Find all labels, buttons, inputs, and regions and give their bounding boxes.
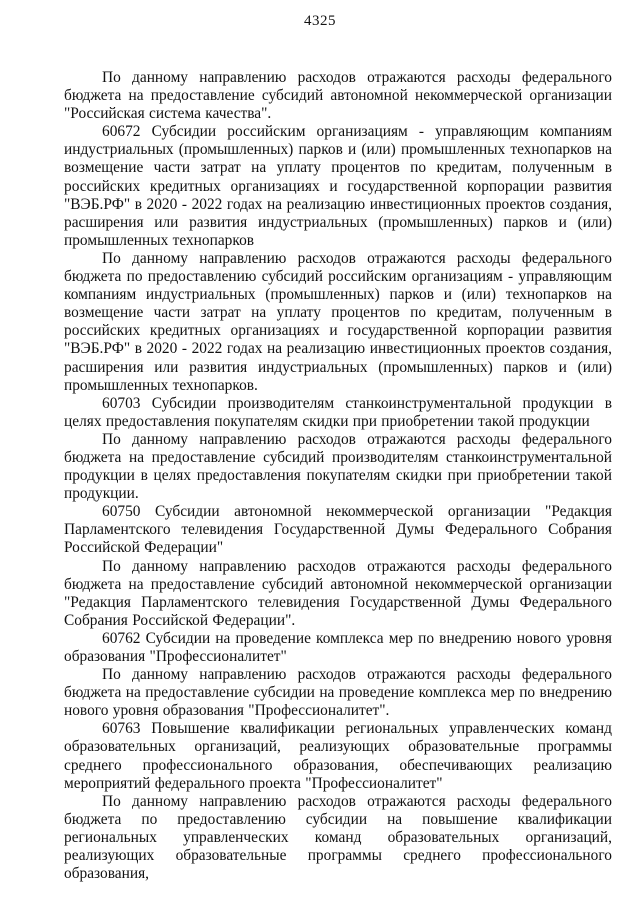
paragraph: По данному направлению расходов отражаются расходы федерального бюджета на предоставление субсидий производителям станкоинструментальной продукции в целях предоставления покупателям скидки при приобретении такой продукции. (64, 430, 612, 503)
document-body (64, 69, 612, 883)
paragraph: По данному направлению расходов отражаются расходы федерального бюджета по предоставлению субсидий российским организациям - управляющим компаниям индустриальных (промышленных) парков и (или) технопарков на возмещение части затрат на уплату процентов по кредитам, полученным в российских кредитных организациях и государственной корпорации развития "ВЭБ.РФ" в 2020 - 2022 годах на реализацию инвестиционных проектов создания, расширения или развития индустриальных (промышленных) парков и (или) промышленных технопарков. (64, 249, 612, 394)
page-number: 4325 (304, 13, 336, 29)
paragraph: По данному направлению расходов отражаются расходы федерального бюджета на предоставление субсидий автономной некоммерческой организации "Редакция Парламентского телевидения Государственной Думы Федерального Собрания Российской Федерации". (64, 557, 612, 629)
paragraph: 60703 Субсидии производителям станкоинструментальной продукции в целях предоставления покупателям скидки при приобретении такой продукции (64, 394, 612, 430)
paragraph: По данному направлению расходов отражаются расходы федерального бюджета на предоставление субсидии на проведение комплекса мер по внедрению нового уровня образования "Профессионалитет". (64, 666, 612, 720)
paragraph: По данному направлению расходов отражаются расходы федерального бюджета по предоставлению субсидии на повышение квалификации региональных управленческих команд образовательных организаций, реализующих образовательные программы среднего профессионального образования, (64, 792, 612, 883)
paragraph: 60762 Субсидии на проведение комплекса мер по внедрению нового уровня образования "Профессионалитет" (64, 629, 612, 665)
paragraph: 60672 Субсидии российским организациям - управляющим компаниям индустриальных (промышленных) парков и (или) промышленных технопарков на возмещение части затрат на уплату процентов по кредитам, полученным в российских кредитных организациях и государственной корпорации развития "ВЭБ.РФ" в 2020 - 2022 годах на реализацию инвестиционных проектов создания, расширения или развития индустриальных (промышленных) парков и (или) промышленных технопарков (64, 123, 612, 249)
paragraph: По данному направлению расходов отражаются расходы федерального бюджета на предоставление субсидий автономной некоммерческой организации "Российская система качества". (64, 69, 612, 123)
paragraph: 60763 Повышение квалификации региональных управленческих команд образовательных организаций, реализующих образовательные программы среднего профессионального образования, обеспечивающих реализацию мероприятий федерального проекта "Профессионалитет" (64, 720, 612, 792)
paragraph: 60750 Субсидии автономной некоммерческой организации "Редакция Парламентского телевидения Государственной Думы Федерального Собрания Российской Федерации" (64, 503, 612, 557)
